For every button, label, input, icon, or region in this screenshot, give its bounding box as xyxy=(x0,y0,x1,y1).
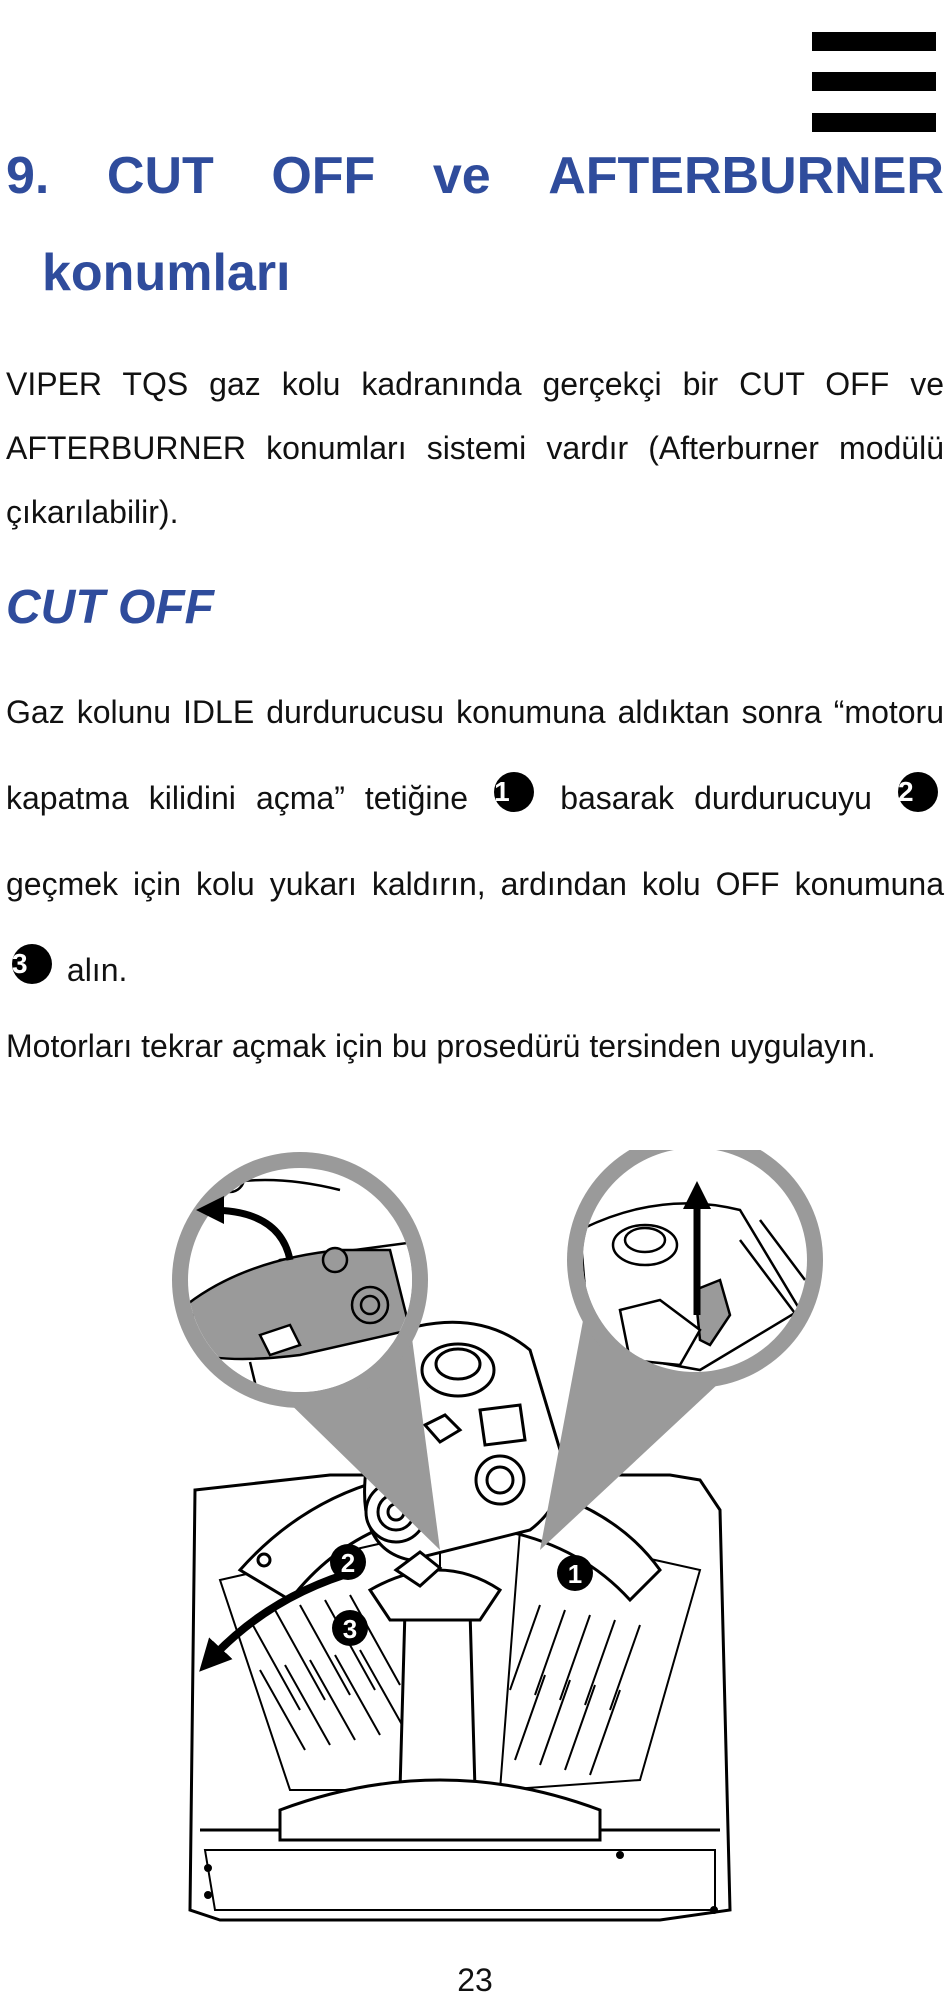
menu-icon[interactable] xyxy=(812,32,936,132)
menu-bar xyxy=(812,72,936,91)
procedure-text: alın. xyxy=(66,952,128,988)
callout-3 xyxy=(332,1610,368,1646)
menu-bar xyxy=(812,32,936,51)
intro-paragraph: VIPER TQS gaz kolu kadranında gerçekçi bir CUT OFF ve AFTERBURNER konumları sistemi vardır (Afterburner modülü çıkarılabilir). xyxy=(6,366,944,530)
procedure-text: geçmek için kolu yukarı kaldırın, ardından kolu OFF konumuna xyxy=(6,866,944,902)
title-line2: konumları xyxy=(42,244,291,302)
svg-text:1: 1 xyxy=(567,1559,583,1589)
step-2-marker: 2 xyxy=(898,772,938,812)
subsection-title: CUT OFF xyxy=(6,581,214,634)
title-word: ve xyxy=(432,147,491,205)
procedure-text: basarak durdurucuyu xyxy=(560,780,872,816)
step-3-marker: 3 xyxy=(12,944,52,984)
page-number: 23 xyxy=(457,1962,493,1998)
title-word: CUT xyxy=(106,147,214,205)
throttle-illustration xyxy=(140,1150,840,1960)
title-word: AFTERBURNER xyxy=(548,147,944,205)
menu-bar xyxy=(812,113,936,132)
title-word: OFF xyxy=(271,147,376,205)
svg-text:2: 2 xyxy=(340,1548,356,1578)
step-1-marker: 1 xyxy=(494,772,534,812)
procedure-paragraph xyxy=(6,669,944,1013)
svg-text:3: 3 xyxy=(342,1614,358,1644)
callout-2 xyxy=(330,1544,366,1580)
section-title xyxy=(6,147,944,302)
procedure-text: Gaz kolunu IDLE durdurucusu konumuna aldıktan sonra “motoru kapatma kilidini açma” tetiğine xyxy=(6,694,944,816)
callout-1 xyxy=(557,1555,593,1591)
title-number: 9. xyxy=(6,147,50,205)
restart-paragraph: Motorları tekrar açmak için bu prosedürü tersinden uygulayın. xyxy=(6,1028,876,1064)
